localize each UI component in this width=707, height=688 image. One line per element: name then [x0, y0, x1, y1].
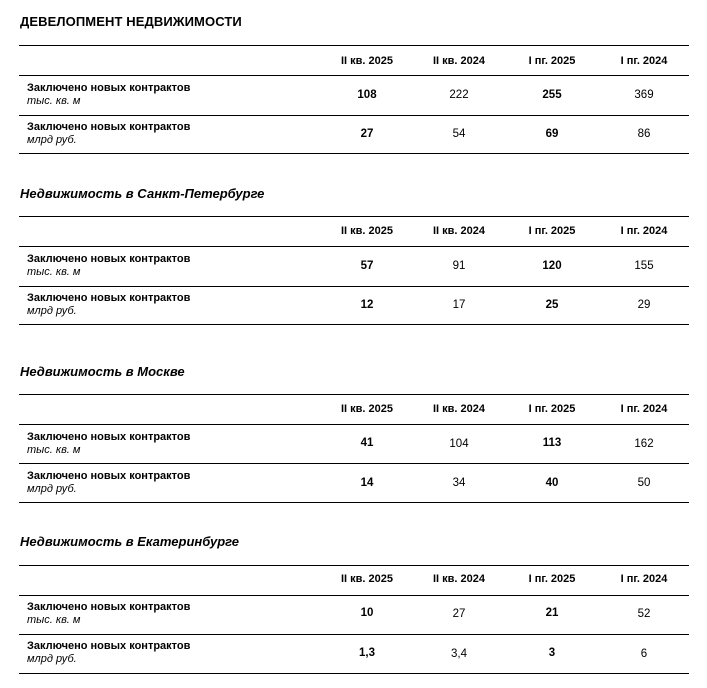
table-cell: 3,4: [451, 648, 467, 660]
table-top-rule: [19, 216, 689, 217]
table-cell: 54: [452, 128, 466, 140]
column-header: I пг. 2025: [528, 403, 576, 415]
row-unit: млрд руб.: [27, 134, 77, 146]
table-moscow: [19, 394, 689, 506]
table-cell: 52: [637, 608, 651, 620]
table-cell: 40: [545, 477, 559, 489]
table-ekaterinburg: [19, 565, 689, 677]
row-rule: [19, 115, 689, 116]
table-cell: 120: [542, 260, 562, 272]
column-header: II кв. 2025: [340, 55, 394, 67]
column-header: I пг. 2024: [620, 403, 668, 415]
row-label: Заключено новых контрактов: [27, 640, 191, 652]
row-unit: млрд руб.: [27, 653, 77, 665]
table-bottom-rule: [19, 502, 689, 503]
column-header: I пг. 2024: [620, 55, 668, 67]
column-header: II кв. 2025: [340, 573, 394, 585]
column-header: II кв. 2025: [340, 403, 394, 415]
table-cell: 27: [360, 128, 374, 140]
row-unit: млрд руб.: [27, 305, 77, 317]
row-label: Заключено новых контрактов: [27, 292, 191, 304]
table-cell: 25: [545, 299, 559, 311]
column-header: II кв. 2024: [432, 573, 486, 585]
section-title: Недвижимость в Москве: [20, 364, 185, 379]
table-cell: 104: [449, 438, 469, 450]
row-unit: тыс. кв. м: [27, 444, 81, 456]
column-header: II кв. 2024: [432, 225, 486, 237]
table-cell: 10: [360, 607, 374, 619]
table-cell: 108: [357, 89, 377, 101]
column-header: II кв. 2024: [432, 403, 486, 415]
table-cell: 57: [360, 260, 374, 272]
table-cell: 27: [452, 608, 466, 620]
row-unit: тыс. кв. м: [27, 95, 81, 107]
table-cell: 17: [452, 299, 466, 311]
table-cell: 50: [637, 477, 651, 489]
table-cell: 29: [637, 299, 651, 311]
column-header: I пг. 2024: [620, 225, 668, 237]
column-header: II кв. 2025: [340, 225, 394, 237]
column-header: I пг. 2024: [620, 573, 668, 585]
page-title: ДЕВЕЛОПМЕНТ НЕДВИЖИМОСТИ: [20, 14, 242, 29]
row-label: Заключено новых контрактов: [27, 601, 191, 613]
row-unit: тыс. кв. м: [27, 266, 81, 278]
table-cell: 255: [542, 89, 562, 101]
table-cell: 69: [545, 128, 559, 140]
table-cell: 222: [449, 89, 469, 101]
row-label: Заключено новых контрактов: [27, 470, 191, 482]
column-header: I пг. 2025: [528, 225, 576, 237]
section-title: Недвижимость в Санкт-Петербурге: [20, 186, 265, 201]
column-header: II кв. 2024: [432, 55, 486, 67]
table-cell: 3: [548, 647, 556, 659]
row-rule: [19, 634, 689, 635]
table-cell: 12: [360, 299, 374, 311]
row-label: Заключено новых контрактов: [27, 82, 191, 94]
table-top-rule: [19, 565, 689, 566]
table-cell: 41: [360, 437, 374, 449]
table-top-rule: [19, 394, 689, 395]
row-unit: тыс. кв. м: [27, 614, 81, 626]
table-cell: 14: [360, 477, 374, 489]
table-cell: 162: [634, 438, 654, 450]
header-rule: [19, 424, 689, 425]
table-bottom-rule: [19, 324, 689, 325]
table-cell: 34: [452, 477, 466, 489]
table-cell: 21: [545, 607, 559, 619]
column-header: I пг. 2025: [528, 573, 576, 585]
table-cell: 369: [634, 89, 654, 101]
table-cell: 6: [640, 648, 648, 660]
table-cell: 1,3: [359, 647, 375, 659]
table-cell: 91: [452, 260, 466, 272]
row-unit: млрд руб.: [27, 483, 77, 495]
table-bottom-rule: [19, 153, 689, 154]
column-header: I пг. 2025: [528, 55, 576, 67]
table-top-rule: [19, 45, 689, 46]
table-cell: 113: [542, 437, 562, 449]
row-rule: [19, 286, 689, 287]
row-label: Заключено новых контрактов: [27, 253, 191, 265]
row-label: Заключено новых контрактов: [27, 121, 191, 133]
table-spb: [19, 216, 689, 328]
header-rule: [19, 75, 689, 76]
header-rule: [19, 595, 689, 596]
header-rule: [19, 246, 689, 247]
row-label: Заключено новых контрактов: [27, 431, 191, 443]
section-title: Недвижимость в Екатеринбурге: [20, 534, 240, 549]
table-bottom-rule: [19, 673, 689, 674]
table-cell: 86: [637, 128, 651, 140]
row-rule: [19, 463, 689, 464]
table-cell: 155: [634, 260, 654, 272]
table-development: [19, 45, 689, 157]
